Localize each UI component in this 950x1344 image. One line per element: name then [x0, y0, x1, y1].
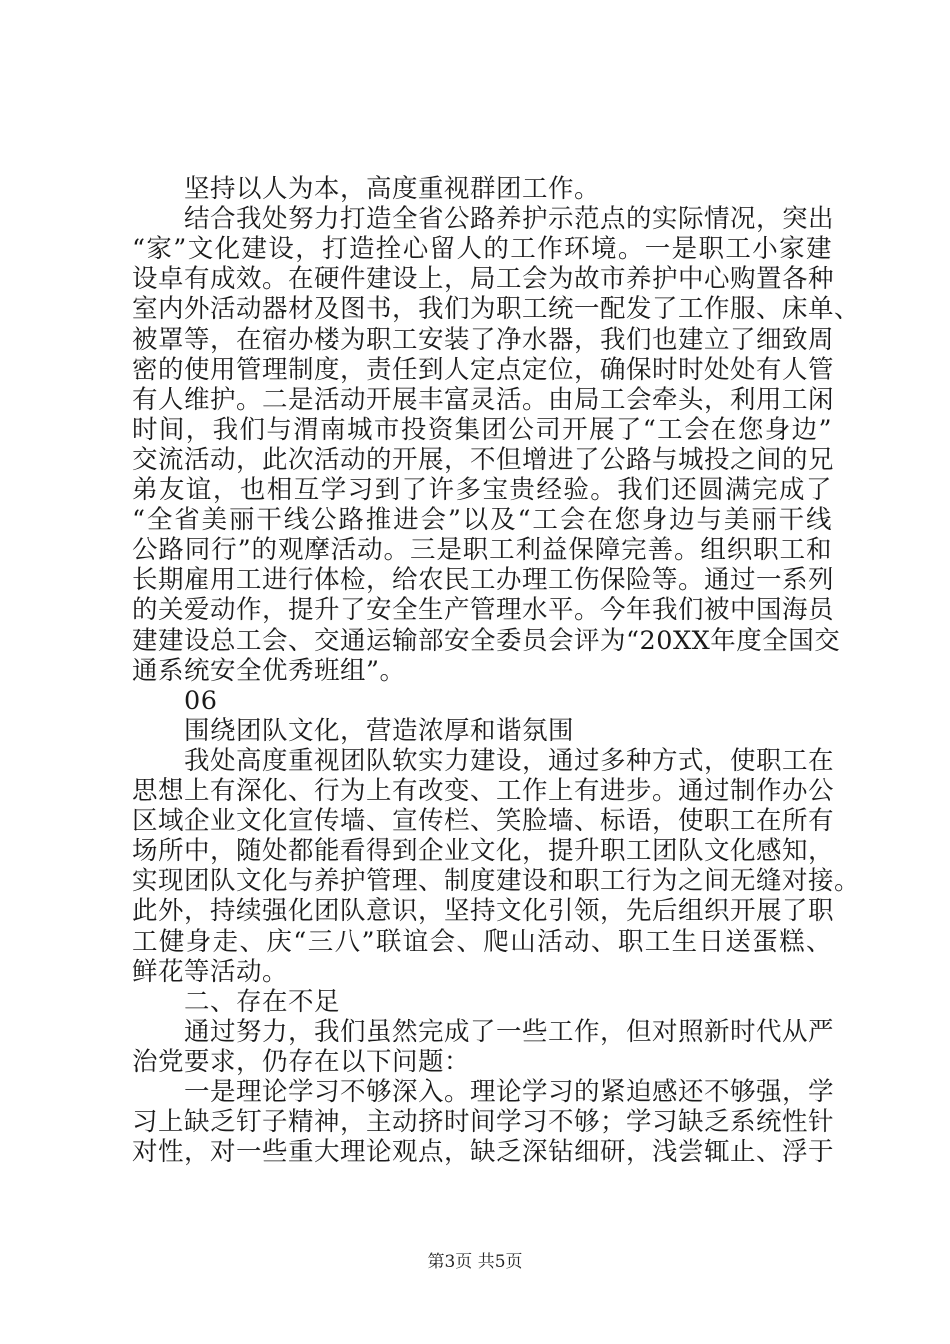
text-line: 有人维护。二是活动开展丰富灵活。由局工会牵头，利用工闲	[132, 384, 835, 415]
text-line: 围绕团队文化，营造浓厚和谐氛围	[132, 715, 575, 746]
text-line: 此外，持续强化团队意识，坚持文化引领，先后组织开展了职	[132, 896, 835, 927]
text-line: “全省美丽干线公路推进会”以及“工会在您身边与美丽干线	[132, 505, 832, 536]
text-line: 治党要求，仍存在以下问题：	[132, 1046, 471, 1077]
text-line: 06	[132, 685, 218, 716]
text-line: 公路同行”的观摩活动。三是职工利益保障完善。组织职工和	[132, 535, 832, 566]
text-line: 通系统安全优秀班组”。	[132, 655, 406, 686]
text-line: 坚持以人为本，高度重视群团工作。	[132, 174, 601, 204]
text-line: 弟友谊，也相互学习到了许多宝贵经验。我们还圆满完成了	[132, 475, 832, 505]
text-line: 建建设总工会、交通运输部安全委员会评为“20XX年度全国交	[132, 625, 841, 656]
text-line: 时间，我们与渭南城市投资集团公司开展了“工会在您身边”	[132, 414, 832, 445]
text-line: 实现团队文化与养护管理、制度建设和职工行为之间无缝对接。	[132, 866, 861, 897]
text-line: 交流活动，此次活动的开展，不但增进了公路与城投之间的兄	[132, 444, 835, 475]
page-footer: 第3页 共5页	[427, 1252, 523, 1272]
text-line: 长期雇用工进行体检，给农民工办理工伤保险等。通过一系列	[132, 565, 835, 596]
text-line: 通过努力，我们虽然完成了一些工作，但对照新时代从严	[132, 1016, 835, 1047]
text-line: 一是理论学习不够深入。理论学习的紧迫感还不够强，学	[132, 1077, 835, 1107]
text-line: 的关爱动作，提升了安全生产管理水平。今年我们被中国海员	[132, 595, 835, 626]
text-line: 我处高度重视团队软实力建设，通过多种方式，使职工在	[132, 745, 835, 776]
text-line: “家”文化建设，打造拴心留人的工作环境。一是职工小家建	[132, 234, 832, 265]
text-line: 二、存在不足	[132, 986, 341, 1017]
text-line: 思想上有深化、行为上有改变、工作上有进步。通过制作办公	[132, 776, 835, 806]
text-line: 密的使用管理制度，责任到人定点定位，确保时时处处有人管	[132, 354, 835, 385]
text-line: 工健身走、庆“三八”联谊会、爬山活动、职工生日送蛋糕、	[132, 926, 832, 957]
text-line: 区域企业文化宣传墙、宣传栏、笑脸墙、标语，使职工在所有	[132, 806, 835, 837]
text-line: 对性，对一些重大理论观点，缺乏深钻细研，浅尝辄止、浮于	[132, 1137, 835, 1168]
text-line: 室内外活动器材及图书，我们为职工统一配发了工作服、床单、	[132, 294, 861, 325]
text-line: 被罩等，在宿办楼为职工安装了净水器，我们也建立了细致周	[132, 324, 835, 355]
text-line: 结合我处努力打造全省公路养护示范点的实际情况，突出	[132, 204, 835, 235]
text-line: 习上缺乏钉子精神，主动挤时间学习不够；学习缺乏系统性针	[132, 1107, 835, 1138]
text-line: 鲜花等活动。	[132, 956, 289, 987]
text-line: 设卓有成效。在硬件建设上，局工会为故市养护中心购置各种	[132, 264, 835, 295]
text-line: 场所中，随处都能看得到企业文化，提升职工团队文化感知，	[132, 836, 835, 867]
